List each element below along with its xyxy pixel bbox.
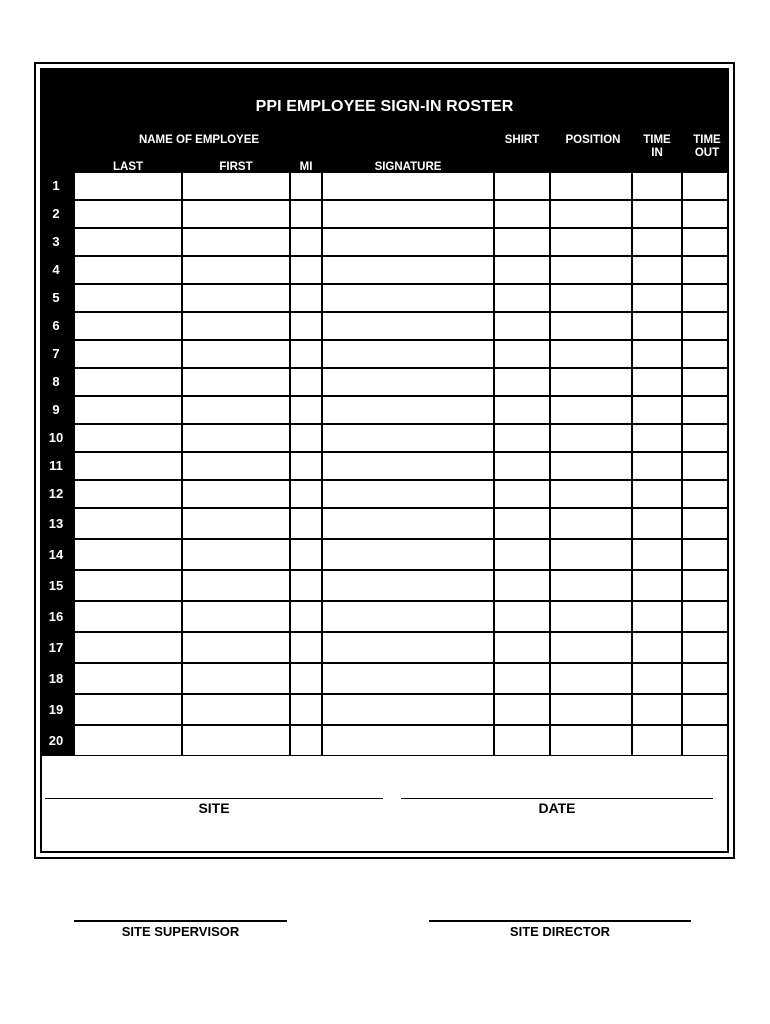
signature-cell[interactable] [323,201,493,227]
position-cell[interactable] [551,257,631,283]
signature-cell[interactable] [323,664,493,693]
row-number: 13 [48,516,64,531]
signature-cell[interactable] [323,313,493,339]
time-out-cell[interactable] [683,425,727,451]
header-time-in-line1: TIME [643,134,671,146]
time-out-cell[interactable] [683,173,727,199]
signature-cell[interactable] [323,602,493,631]
last-name-cell[interactable] [75,726,181,755]
row-number: 7 [52,346,60,361]
site-date-box [42,756,727,851]
position-cell[interactable] [551,453,631,479]
mi-cell[interactable] [291,695,321,724]
row-number: 17 [48,640,64,655]
position-cell[interactable] [551,664,631,693]
header-time-out [682,134,732,160]
row-number: 6 [52,318,60,333]
signature-cell[interactable] [323,726,493,755]
signature-cell[interactable] [323,341,493,367]
time-in-cell[interactable] [633,425,681,451]
position-cell[interactable] [551,571,631,600]
time-in-cell[interactable] [633,726,681,755]
signature-cell[interactable] [323,571,493,600]
last-name-cell[interactable] [75,453,181,479]
last-name-cell[interactable] [75,509,181,538]
header-time-in-line2: IN [651,147,663,159]
mi-cell[interactable] [291,602,321,631]
header-name-of-employee: NAME OF EMPLOYEE [138,134,260,146]
first-name-cell[interactable] [183,425,289,451]
signature-cell[interactable] [323,633,493,662]
mi-cell[interactable] [291,633,321,662]
header-shirt: SHIRT [504,134,540,146]
first-name-cell[interactable] [183,602,289,631]
site-director-line [429,920,691,922]
time-in-cell[interactable] [633,571,681,600]
shirt-cell[interactable] [495,509,549,538]
last-name-cell[interactable] [75,481,181,507]
site-signature-line [45,798,383,799]
position-cell[interactable] [551,726,631,755]
header-time-in [632,134,682,160]
time-in-cell[interactable] [633,453,681,479]
last-name-cell[interactable] [75,201,181,227]
time-in-cell[interactable] [633,540,681,569]
time-out-cell[interactable] [683,453,727,479]
time-out-cell[interactable] [683,509,727,538]
time-in-cell[interactable] [633,397,681,423]
date-signature-line [401,798,713,799]
shirt-cell[interactable] [495,425,549,451]
header-first: FIRST [219,161,253,173]
mi-cell[interactable] [291,726,321,755]
time-out-cell[interactable] [683,201,727,227]
row-number: 1 [52,178,60,193]
mi-cell[interactable] [291,257,321,283]
row-number: 5 [52,290,60,305]
position-cell[interactable] [551,602,631,631]
signature-cell[interactable] [323,453,493,479]
time-out-cell[interactable] [683,695,727,724]
shirt-cell[interactable] [495,633,549,662]
shirt-cell[interactable] [495,571,549,600]
signature-cell[interactable] [323,397,493,423]
first-name-cell[interactable] [183,397,289,423]
position-cell[interactable] [551,285,631,311]
shirt-cell[interactable] [495,540,549,569]
signature-cell[interactable] [323,540,493,569]
last-name-cell[interactable] [75,173,181,199]
first-name-cell[interactable] [183,664,289,693]
mi-cell[interactable] [291,571,321,600]
position-cell[interactable] [551,369,631,395]
time-out-cell[interactable] [683,285,727,311]
signature-cell[interactable] [323,369,493,395]
position-cell[interactable] [551,341,631,367]
position-cell[interactable] [551,695,631,724]
position-cell[interactable] [551,173,631,199]
signature-cell[interactable] [323,695,493,724]
mi-cell[interactable] [291,481,321,507]
last-name-cell[interactable] [75,695,181,724]
header-time-out-line1: TIME [693,134,721,146]
position-cell[interactable] [551,509,631,538]
first-name-cell[interactable] [183,173,289,199]
last-name-cell[interactable] [75,397,181,423]
first-name-cell[interactable] [183,313,289,339]
time-in-cell[interactable] [633,229,681,255]
time-in-cell[interactable] [633,341,681,367]
time-out-cell[interactable] [683,602,727,631]
time-in-cell[interactable] [633,481,681,507]
first-name-cell[interactable] [183,201,289,227]
first-name-cell[interactable] [183,229,289,255]
time-out-cell[interactable] [683,369,727,395]
row-number: 15 [48,578,64,593]
first-name-cell[interactable] [183,257,289,283]
row-number: 18 [48,671,64,686]
first-name-cell[interactable] [183,481,289,507]
time-out-cell[interactable] [683,664,727,693]
time-out-cell[interactable] [683,571,727,600]
site-supervisor-line [74,920,287,922]
header-mi: MI [299,161,313,173]
mi-cell[interactable] [291,285,321,311]
position-cell[interactable] [551,397,631,423]
last-name-cell[interactable] [75,257,181,283]
row-number: 2 [52,206,60,221]
time-in-cell[interactable] [633,633,681,662]
signature-cell[interactable] [323,425,493,451]
mi-cell[interactable] [291,425,321,451]
time-in-cell[interactable] [633,602,681,631]
shirt-cell[interactable] [495,726,549,755]
shirt-cell[interactable] [495,201,549,227]
mi-cell[interactable] [291,664,321,693]
time-out-cell[interactable] [683,481,727,507]
last-name-cell[interactable] [75,664,181,693]
signature-cell[interactable] [323,481,493,507]
last-name-cell[interactable] [75,285,181,311]
shirt-cell[interactable] [495,313,549,339]
shirt-cell[interactable] [495,453,549,479]
first-name-cell[interactable] [183,509,289,538]
row-number: 10 [48,430,64,445]
header-position: POSITION [565,134,621,146]
first-name-cell[interactable] [183,369,289,395]
time-out-cell[interactable] [683,397,727,423]
signature-cell[interactable] [323,229,493,255]
shirt-cell[interactable] [495,341,549,367]
mi-cell[interactable] [291,540,321,569]
time-out-cell[interactable] [683,540,727,569]
signature-cell[interactable] [323,285,493,311]
first-name-cell[interactable] [183,695,289,724]
mi-cell[interactable] [291,229,321,255]
signature-cell[interactable] [323,257,493,283]
position-cell[interactable] [551,540,631,569]
position-cell[interactable] [551,425,631,451]
position-cell[interactable] [551,481,631,507]
first-name-cell[interactable] [183,726,289,755]
mi-cell[interactable] [291,313,321,339]
date-label: DATE [538,800,576,816]
header-time-out-line2: OUT [694,147,720,159]
last-name-cell[interactable] [75,313,181,339]
form-title: PPI EMPLOYEE SIGN-IN ROSTER [255,98,514,115]
last-name-cell[interactable] [75,369,181,395]
shirt-cell[interactable] [495,664,549,693]
roster-header-panel [40,68,729,853]
shirt-cell[interactable] [495,369,549,395]
first-name-cell[interactable] [183,453,289,479]
time-out-cell[interactable] [683,229,727,255]
time-out-cell[interactable] [683,313,727,339]
time-in-cell[interactable] [633,257,681,283]
header-signature: SIGNATURE [374,161,442,173]
shirt-cell[interactable] [495,397,549,423]
last-name-cell[interactable] [75,602,181,631]
last-name-cell[interactable] [75,571,181,600]
mi-cell[interactable] [291,453,321,479]
last-name-cell[interactable] [75,341,181,367]
first-name-cell[interactable] [183,540,289,569]
time-in-cell[interactable] [633,173,681,199]
row-number: 12 [48,486,64,501]
time-out-cell[interactable] [683,341,727,367]
shirt-cell[interactable] [495,695,549,724]
row-number: 19 [48,702,64,717]
row-number: 16 [48,609,64,624]
first-name-cell[interactable] [183,341,289,367]
shirt-cell[interactable] [495,602,549,631]
header-last: LAST [112,161,144,173]
first-name-cell[interactable] [183,285,289,311]
last-name-cell[interactable] [75,229,181,255]
time-in-cell[interactable] [633,285,681,311]
mi-cell[interactable] [291,509,321,538]
site-supervisor-label: SITE SUPERVISOR [121,924,240,939]
shirt-cell[interactable] [495,257,549,283]
time-in-cell[interactable] [633,509,681,538]
first-name-cell[interactable] [183,571,289,600]
row-number: 9 [52,402,60,417]
time-in-cell[interactable] [633,695,681,724]
site-director-label: SITE DIRECTOR [509,924,611,939]
mi-cell[interactable] [291,369,321,395]
row-number: 14 [48,547,64,562]
time-out-cell[interactable] [683,633,727,662]
position-cell[interactable] [551,229,631,255]
row-number: 20 [48,733,64,748]
site-label: SITE [198,800,230,816]
mi-cell[interactable] [291,341,321,367]
signature-cell[interactable] [323,509,493,538]
signature-cell[interactable] [323,173,493,199]
first-name-cell[interactable] [183,633,289,662]
time-in-cell[interactable] [633,664,681,693]
time-in-cell[interactable] [633,201,681,227]
shirt-cell[interactable] [495,173,549,199]
row-number: 8 [52,374,60,389]
shirt-cell[interactable] [495,481,549,507]
row-number: 4 [52,262,60,277]
time-in-cell[interactable] [633,369,681,395]
position-cell[interactable] [551,633,631,662]
mi-cell[interactable] [291,397,321,423]
time-out-cell[interactable] [683,257,727,283]
shirt-cell[interactable] [495,229,549,255]
time-in-cell[interactable] [633,313,681,339]
mi-cell[interactable] [291,173,321,199]
last-name-cell[interactable] [75,633,181,662]
last-name-cell[interactable] [75,540,181,569]
roster-form [34,62,735,859]
last-name-cell[interactable] [75,425,181,451]
row-number: 11 [49,458,63,473]
shirt-cell[interactable] [495,285,549,311]
time-out-cell[interactable] [683,726,727,755]
position-cell[interactable] [551,201,631,227]
row-number: 3 [52,234,60,249]
mi-cell[interactable] [291,201,321,227]
position-cell[interactable] [551,313,631,339]
